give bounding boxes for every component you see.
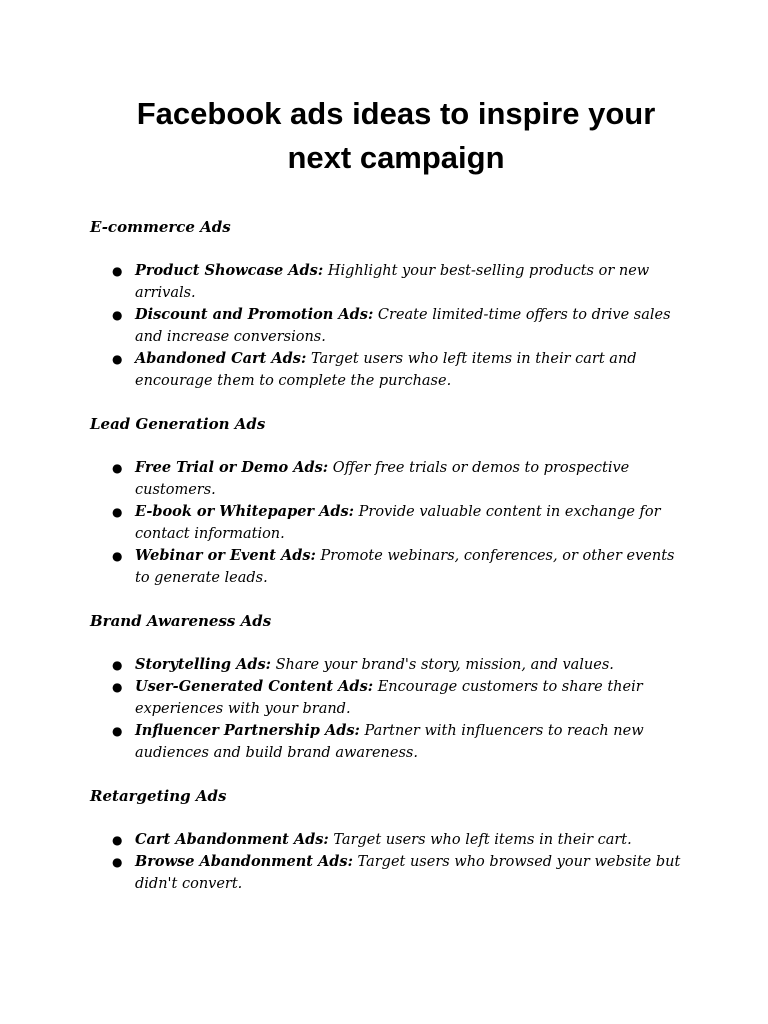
item-name: Cart Abandonment Ads: xyxy=(135,831,329,848)
section-heading: Brand Awareness Ads xyxy=(90,612,272,630)
item-name: Discount and Promotion Ads: xyxy=(135,306,374,323)
bullet-icon: ● xyxy=(112,352,123,366)
bullet-icon: ● xyxy=(112,549,123,563)
bullet-icon: ● xyxy=(112,724,123,738)
section-heading: E-commerce Ads xyxy=(90,218,231,236)
list-item xyxy=(90,348,688,392)
section-heading: Lead Generation Ads xyxy=(90,415,266,433)
bullet-icon: ● xyxy=(112,264,123,278)
bullet-list xyxy=(90,654,688,764)
bullet-icon: ● xyxy=(112,855,123,869)
bullet-list xyxy=(90,829,688,895)
section-brand-awareness-ads xyxy=(90,610,688,764)
bullet-list xyxy=(90,260,688,392)
document-title: Facebook ads ideas to inspire your next campaign xyxy=(136,96,656,175)
list-item xyxy=(90,457,688,501)
bullet-icon: ● xyxy=(112,680,123,694)
bullet-list xyxy=(90,457,688,589)
item-name: Webinar or Event Ads: xyxy=(135,547,316,564)
list-item xyxy=(90,260,688,304)
item-name: Influencer Partnership Ads: xyxy=(135,722,360,739)
item-description: Offer free trials or demos to prospective customers. xyxy=(135,460,630,498)
list-item xyxy=(90,829,688,851)
list-item xyxy=(90,720,688,764)
list-item xyxy=(90,676,688,720)
section-lead-generation-ads xyxy=(90,413,688,589)
bullet-icon: ● xyxy=(112,505,123,519)
item-name: E-book or Whitepaper Ads: xyxy=(135,503,355,520)
bullet-icon: ● xyxy=(112,833,123,847)
list-item xyxy=(90,545,688,589)
bullet-icon: ● xyxy=(112,308,123,322)
item-description: Target users who left items in their cart. xyxy=(333,832,632,848)
list-item xyxy=(90,501,688,545)
section-heading: Retargeting Ads xyxy=(90,787,227,805)
item-description: Partner with influencers to reach new audiences and build brand awareness. xyxy=(135,723,644,761)
item-description: Promote webinars, conferences, or other events to generate leads. xyxy=(135,548,675,586)
bullet-icon: ● xyxy=(112,658,123,672)
item-description: Encourage customers to share their experiences with your brand. xyxy=(135,679,643,717)
item-name: Browse Abandonment Ads: xyxy=(135,853,353,870)
item-name: User-Generated Content Ads: xyxy=(135,678,374,695)
item-description: Create limited-time offers to drive sales and increase conversions. xyxy=(135,307,671,345)
list-item xyxy=(90,851,688,895)
item-name: Storytelling Ads: xyxy=(135,656,271,673)
list-item xyxy=(90,304,688,348)
item-name: Abandoned Cart Ads: xyxy=(135,350,307,367)
item-description: Share your brand's story, mission, and values. xyxy=(275,657,614,673)
list-item xyxy=(90,654,688,676)
item-description: Provide valuable content in exchange for contact information. xyxy=(135,504,661,542)
item-description: Target users who left items in their cart and encourage them to complete the purchase. xyxy=(135,351,637,389)
section-ecommerce-ads xyxy=(90,216,688,392)
bullet-icon: ● xyxy=(112,461,123,475)
item-description: Highlight your best-selling products or new arrivals. xyxy=(135,263,650,301)
item-name: Product Showcase Ads: xyxy=(135,262,324,279)
item-name: Free Trial or Demo Ads: xyxy=(135,459,329,476)
section-retargeting-ads xyxy=(90,785,688,895)
item-description: Target users who browsed your website but didn't convert. xyxy=(135,854,681,892)
